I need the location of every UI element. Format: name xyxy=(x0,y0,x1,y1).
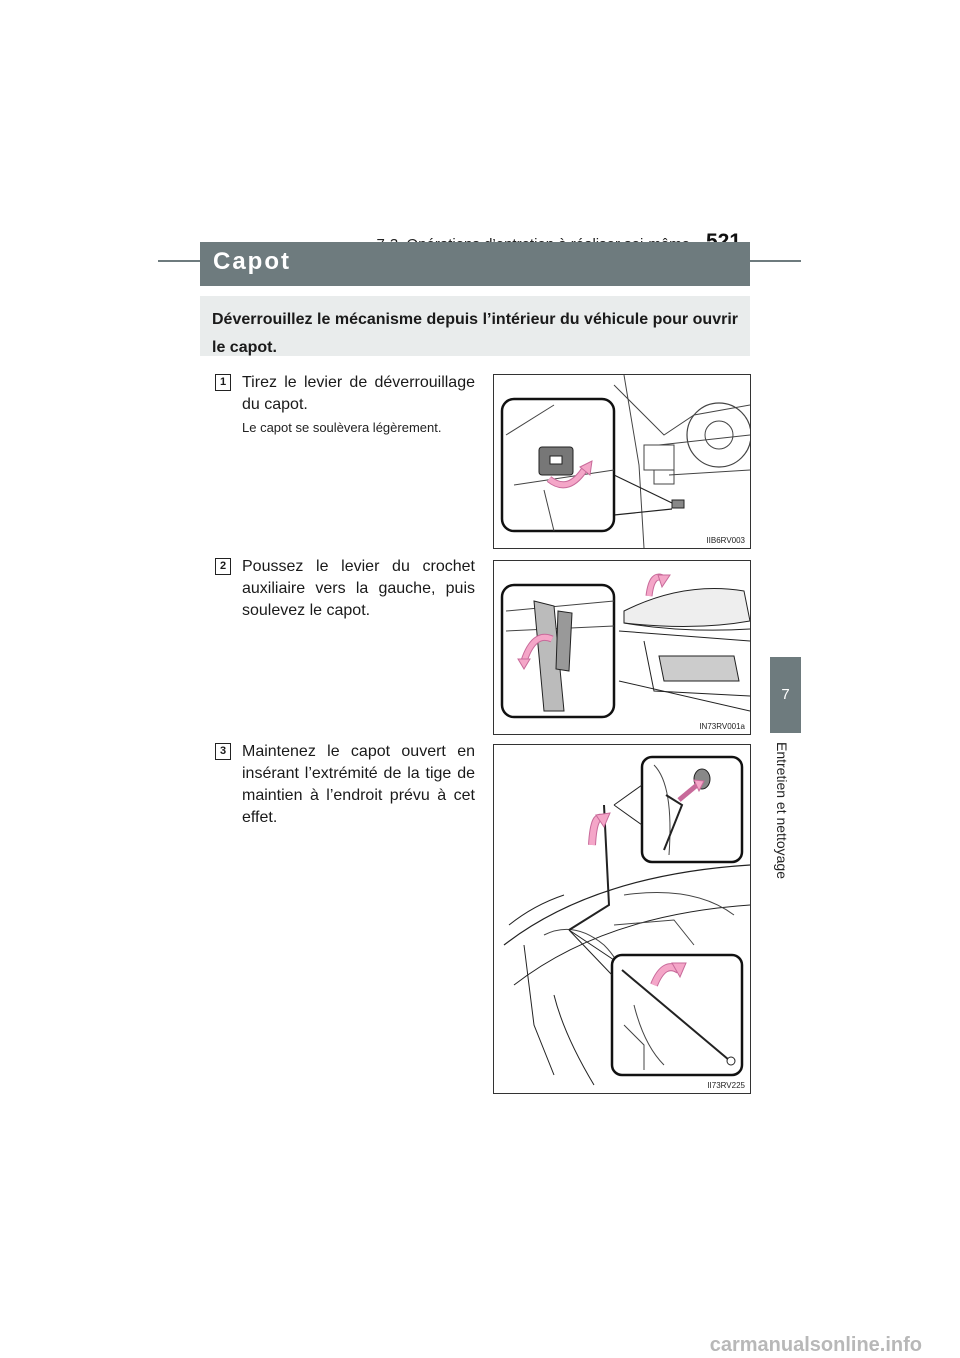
section-title: Capot xyxy=(213,248,291,275)
step-3-number: 3 xyxy=(215,743,231,760)
intro-text: Déverrouillez le mécanisme depuis l’intérieur du véhicule pour ouvrir le capot. xyxy=(212,311,738,356)
step-1-number: 1 xyxy=(215,374,231,391)
intro-box xyxy=(200,296,750,356)
figure-1-code: IIB6RV003 xyxy=(706,536,745,545)
watermark xyxy=(0,1334,960,1357)
figure-2-code: IN73RV001a xyxy=(699,722,745,731)
figure-hood-release-lever xyxy=(493,374,751,549)
chapter-title: Entretien et nettoyage xyxy=(774,742,790,879)
figure-hood-support-rod xyxy=(493,744,751,1094)
section-title-bar xyxy=(200,242,750,286)
step-3-text: Maintenez le capot ouvert en insérant l’extrémité de la tige de maintien à l’endroit prévu à cet effet. xyxy=(242,743,475,826)
figure-auxiliary-catch xyxy=(493,560,751,735)
step-1-text: Tirez le levier de déverrouillage du capot. xyxy=(242,374,475,413)
figure-3-code: II73RV225 xyxy=(707,1081,745,1090)
chapter-tab[interactable] xyxy=(770,657,801,733)
step-1-note: Le capot se soulèvera légèrement. xyxy=(242,420,442,435)
step-2-text: Poussez le levier du crochet auxiliaire vers la gauche, puis soulevez le capot. xyxy=(242,558,475,619)
chapter-number: 7 xyxy=(781,686,790,703)
step-2-number: 2 xyxy=(215,558,231,575)
watermark-text: carmanualsonline.info xyxy=(709,1334,922,1356)
